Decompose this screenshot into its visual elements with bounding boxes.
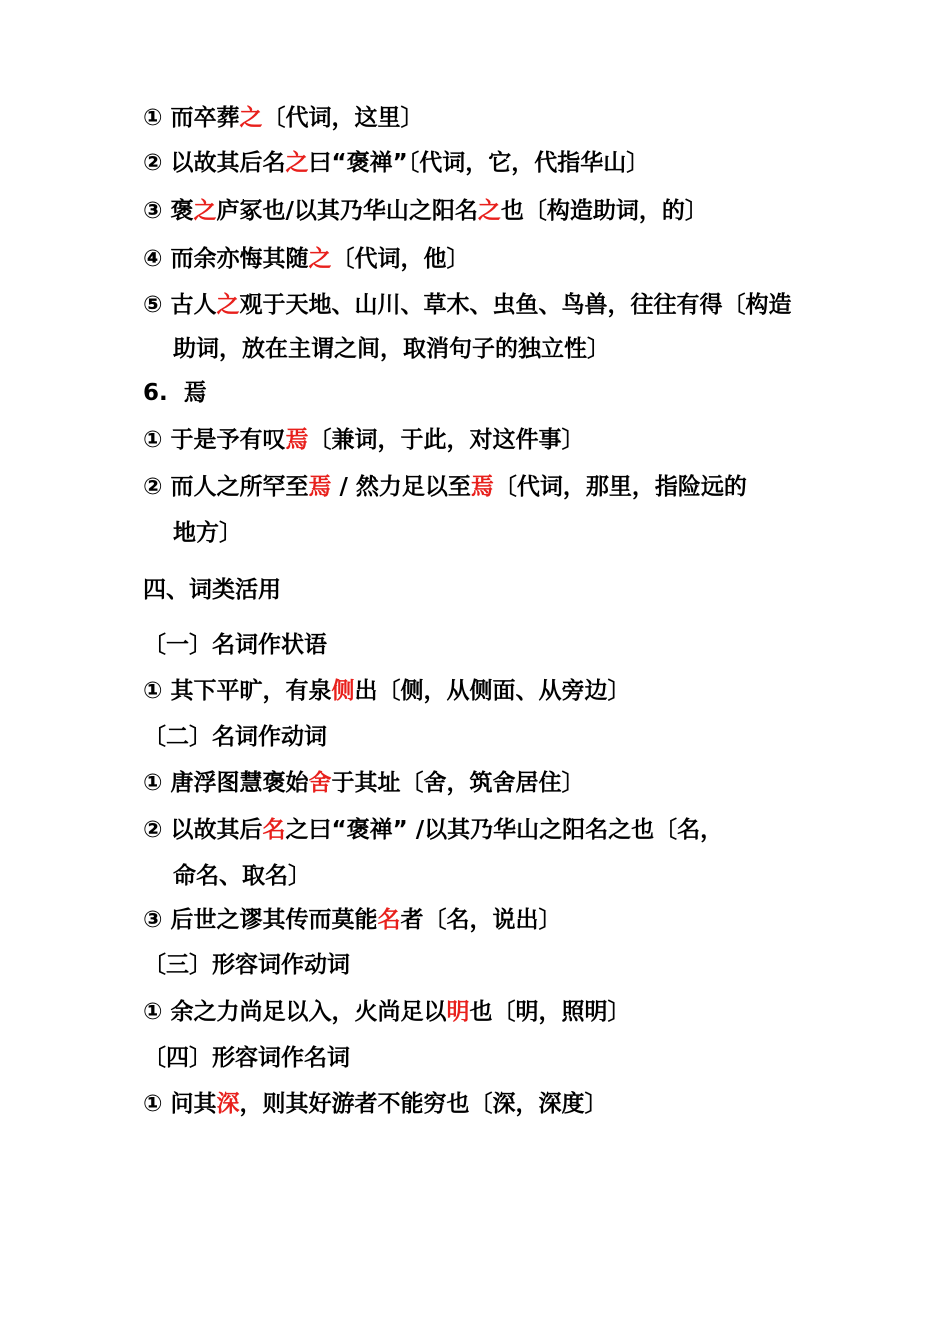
highlighted-word: 之 — [477, 198, 501, 224]
subsection-3-title — [143, 950, 950, 980]
text-segment: 〔代词，他〕 — [331, 246, 470, 272]
highlighted-word: 焉 — [285, 427, 309, 453]
text-segment: 〔三〕形容词作动词 — [143, 952, 350, 978]
item-verb-1 — [143, 768, 950, 798]
text-segment: ① 唐浮图慧褒始 — [143, 770, 309, 796]
item-yan-1 — [143, 425, 950, 455]
text-segment: 命名、取名〕 — [173, 863, 311, 889]
text-segment: 出〔侧，从侧面、从旁边〕 — [354, 678, 631, 704]
subsection-4-title — [143, 1043, 950, 1073]
text-segment: 观于天地、山川、草木、虫鱼、鸟兽，往往有得〔构造 — [239, 292, 792, 318]
text-segment: 〔代词，这里〕 — [262, 105, 424, 131]
text-segment: ③ 褒 — [143, 198, 194, 224]
text-segment: 〔兼词，于此，对这件事〕 — [308, 427, 585, 453]
section-6-title — [143, 378, 950, 408]
highlighted-word: 之 — [216, 292, 240, 318]
text-segment: ⑤ 古人 — [143, 292, 217, 318]
text-segment: ② 而人之所罕至 — [143, 474, 309, 500]
text-segment: 于其址〔舍，筑舍居住〕 — [331, 770, 585, 796]
text-segment: / 然力足以至 — [331, 474, 471, 500]
item-zhi-1 — [143, 103, 950, 133]
highlighted-word: 之 — [285, 150, 309, 176]
item-adjverb-1 — [143, 997, 950, 1027]
highlighted-word: 侧 — [331, 678, 355, 704]
item-zhi-5 — [143, 290, 950, 320]
text-segment: 之曰“褒禅” /以其乃华山之阳名之也〔名， — [285, 817, 724, 843]
text-segment: 四、词类活用 — [143, 577, 281, 603]
item-adjnoun-1 — [143, 1089, 950, 1119]
item-verb-3 — [143, 905, 950, 935]
item-zhi-2 — [143, 148, 950, 178]
subsection-1-title — [143, 630, 950, 660]
text-segment: 6. 焉 — [143, 380, 207, 406]
section-4-title — [143, 575, 950, 605]
text-segment: 〔代词，那里，指险远的 — [493, 474, 747, 500]
item-yan-2-cont — [173, 518, 950, 548]
text-segment: 也〔构造助词，的〕 — [500, 198, 708, 224]
item-yan-2 — [143, 472, 950, 502]
text-segment: ① 余之力尚足以入，火尚足以 — [143, 999, 447, 1025]
highlighted-word: 之 — [193, 198, 217, 224]
highlighted-word: 焉 — [470, 474, 494, 500]
highlighted-word: 深 — [216, 1091, 240, 1117]
text-segment: 庐冢也/以其乃华山之阳名 — [216, 198, 478, 224]
text-segment: ③ 后世之谬其传而莫能 — [143, 907, 378, 933]
text-segment: ② 以故其后 — [143, 817, 263, 843]
text-segment: ，则其好游者不能穷也〔深，深度〕 — [239, 1091, 608, 1117]
highlighted-word: 之 — [308, 246, 332, 272]
item-zhi-4 — [143, 244, 950, 274]
text-segment: 曰“褒禅”〔代词，它，代指华山〕 — [308, 150, 650, 176]
text-segment: 〔四〕形容词作名词 — [143, 1045, 350, 1071]
text-segment: ① 其下平旷，有泉 — [143, 678, 332, 704]
highlighted-word: 焉 — [308, 474, 332, 500]
highlighted-word: 之 — [239, 105, 263, 131]
text-segment: ④ 而余亦悔其随 — [143, 246, 309, 272]
text-segment: ① 而卒葬 — [143, 105, 240, 131]
text-segment: 也〔明，照明〕 — [469, 999, 631, 1025]
item-verb-2-cont — [173, 861, 950, 891]
text-segment: ① 问其 — [143, 1091, 217, 1117]
highlighted-word: 名 — [377, 907, 401, 933]
text-segment: ② 以故其后名 — [143, 150, 286, 176]
text-segment: 〔二〕名词作动词 — [143, 724, 327, 750]
item-zhi-5-cont — [173, 334, 950, 364]
text-segment: 地方〕 — [173, 520, 242, 546]
text-segment: 〔一〕名词作状语 — [143, 632, 327, 658]
item-adv-1 — [143, 676, 950, 706]
highlighted-word: 舍 — [308, 770, 332, 796]
highlighted-word: 明 — [446, 999, 470, 1025]
text-segment: 助词，放在主谓之间，取消句子的独立性〕 — [173, 336, 610, 362]
text-segment: ① 于是予有叹 — [143, 427, 286, 453]
highlighted-word: 名 — [262, 817, 286, 843]
subsection-2-title — [143, 722, 950, 752]
item-verb-2 — [143, 815, 950, 845]
text-segment: 者〔名，说出〕 — [400, 907, 562, 933]
item-zhi-3 — [143, 196, 950, 226]
